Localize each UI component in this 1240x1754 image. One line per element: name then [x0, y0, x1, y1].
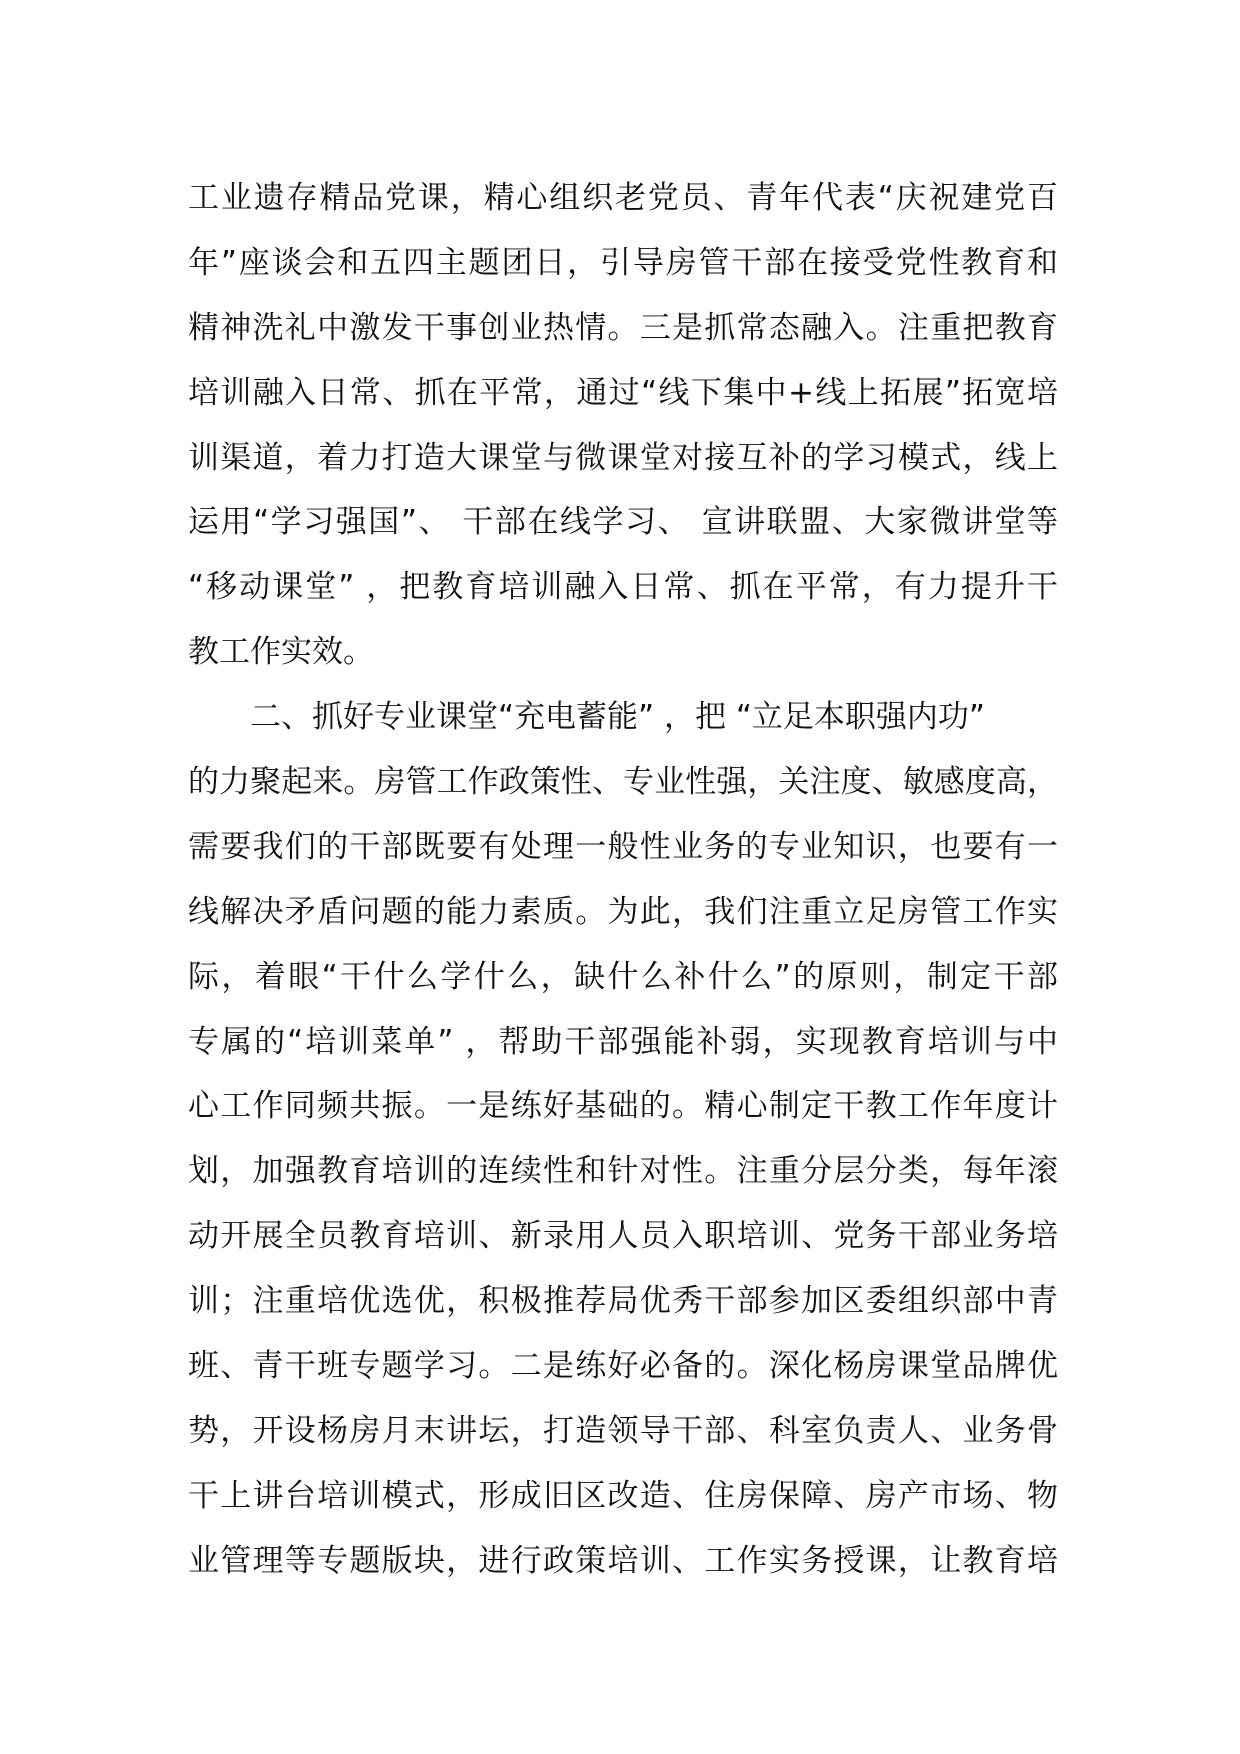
- text-line: 训；注重培优选优，积极推荐局优秀干部参加区委组织部中青: [188, 1283, 1058, 1320]
- text-line: 培训融入日常、抓在平常，通过“线下集中+线上拓展”拓宽培: [188, 374, 1058, 411]
- text-line: “移动课堂” ，把教育培训融入日常、抓在平常，有力提升干: [188, 569, 1058, 606]
- text-line: 划，加强教育培训的连续性和针对性。注重分层分类，每年滚: [188, 1153, 1058, 1190]
- text-line: 年”座谈会和五四主题团日，引导房管干部在接受党性教育和: [188, 244, 1058, 281]
- text-line: 线解决矛盾问题的能力素质。为此，我们注重立足房管工作实: [188, 893, 1058, 930]
- text-line: 心工作同频共振。一是练好基础的。精心制定干教工作年度计: [188, 1088, 1058, 1125]
- text-line: 际，着眼“干什么学什么，缺什么补什么”的原则，制定干部: [188, 958, 1058, 995]
- text-line: 势，开设杨房月末讲坛，打造领导干部、科室负责人、业务骨: [188, 1412, 1058, 1449]
- text-line: 训渠道，着力打造大课堂与微课堂对接互补的学习模式，线上: [188, 439, 1058, 476]
- section-heading-line: 二、抓好专业课堂“充电蓄能” ，把 “立足本职强内功”: [250, 699, 985, 736]
- text-line: 的力聚起来。房管工作政策性、专业性强，关注度、敏感度高，: [188, 764, 1058, 801]
- text-line: 需要我们的干部既要有处理一般性业务的专业知识，也要有一: [188, 828, 1058, 865]
- text-line: 教工作实效。: [188, 634, 374, 671]
- text-line: 专属的“培训菜单” ，帮助干部强能补弱，实现教育培训与中: [188, 1023, 1058, 1060]
- text-line: 工业遗存精品党课，精心组织老党员、青年代表“庆祝建党百: [188, 180, 1058, 216]
- text-line: 班、青干班专题学习。二是练好必备的。深化杨房课堂品牌优: [188, 1348, 1058, 1385]
- text-line: 精神洗礼中激发干事创业热情。三是抓常态融入。注重把教育: [188, 309, 1058, 346]
- text-line: 动开展全员教育培训、新录用人员入职培训、党务干部业务培: [188, 1218, 1058, 1255]
- body-text: [188, 166, 1058, 1594]
- text-line: 运用“学习强国”、 干部在线学习、 宣讲联盟、大家微讲堂等: [188, 504, 1058, 541]
- text-line: 干上讲台培训模式，形成旧区改造、住房保障、房产市场、物: [188, 1477, 1058, 1514]
- text-line: 业管理等专题版块，进行政策培训、工作实务授课，让教育培: [188, 1542, 1058, 1579]
